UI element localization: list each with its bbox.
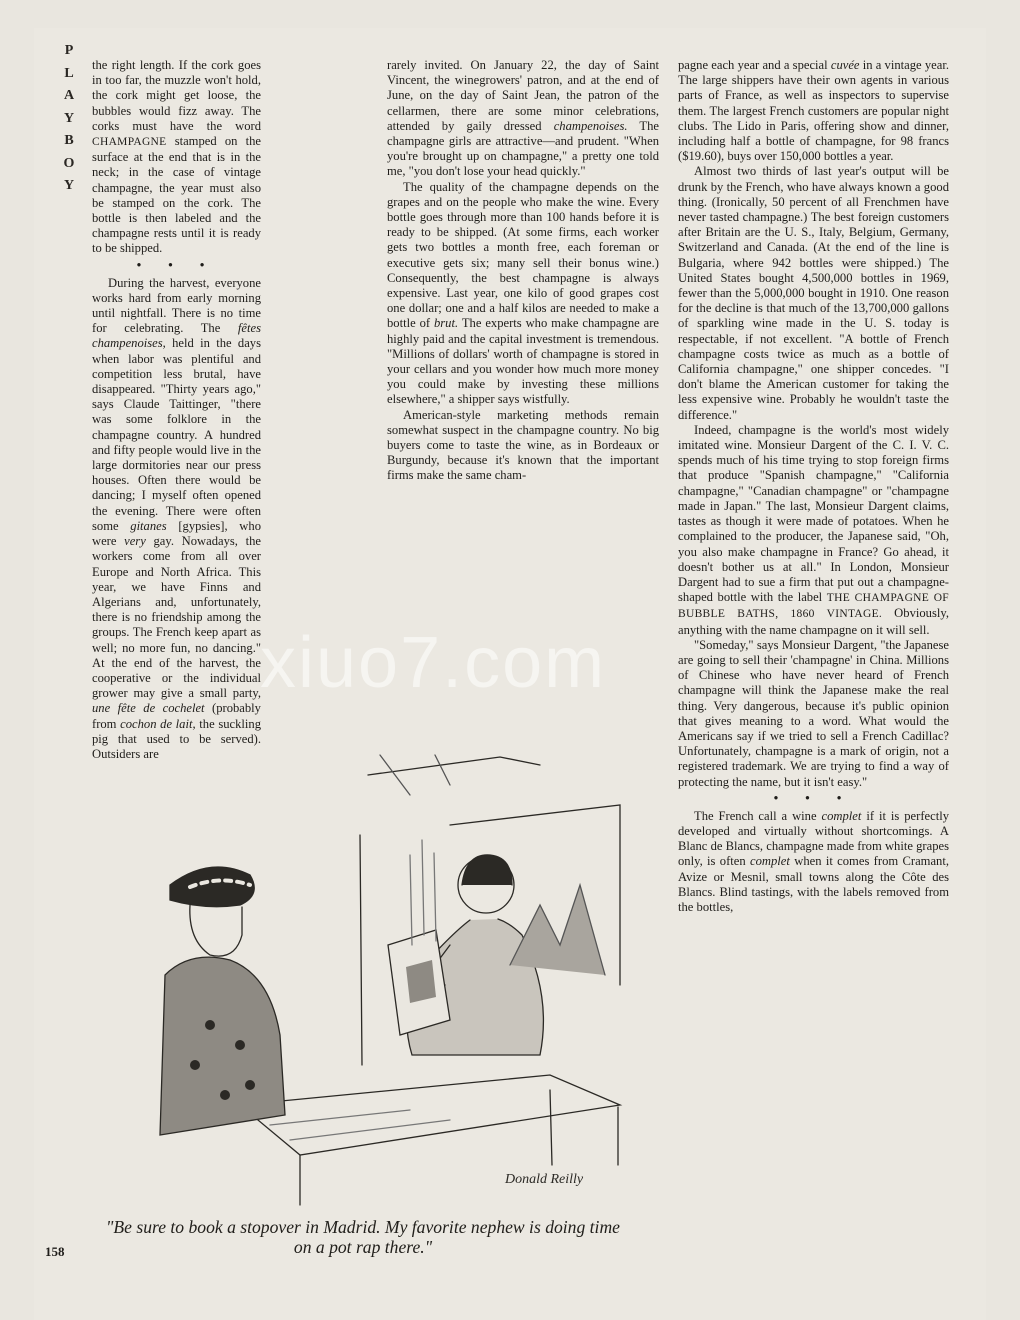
running-head-letter: Y <box>63 178 75 193</box>
paragraph: rarely invited. On January 22, the day of Saint Vincent, the winegrowers' patron, and at the end of June, on the day of Saint Jean, the patron of the cellarmen, there are some minor celebrations, attended by gaily dressed champenoises. The champagne girls are attractive—and prudent. "When you're brought up on champagne," a pretty one told me, "you don't lose your head quickly." <box>387 58 660 179</box>
running-head-letter: B <box>64 133 74 148</box>
section-break: • • • <box>773 790 854 805</box>
running-head-letter: Y <box>63 110 75 126</box>
paragraph: The quality of the champagne depends on the grapes and on the people who make the wine. Every bottle goes through more than 100 hands before it is ready to be shipped. (At some firms, each worker gets two bottles a month free, each foreman or executive gets six; many sell their bonus wine.) Consequently, the best champagne is always expensive. Last year, one kilo of good grapes cost one dollar; one and a half kilos are needed to make a bottle of brut. The experts who make champagne are highly paid and the capital investment is tremendous. "Millions of dollars' worth of champagne is stored in your cellars and you wonder how much more money you could make by investing these millions elsewhere," a shipper says wistfully. <box>387 179 659 407</box>
article-column-3 <box>678 58 949 915</box>
running-head <box>58 40 80 198</box>
paragraph: Indeed, champagne is the world's most widely imitated wine. Monsieur Dargent of the C. I. V. C. spends much of his time trying to stop foreign firms that produce "Spanish champagne," "California champagne," "Canadian champagne" or "champagne made in Japan." The last, Monsieur Dargent claims, tastes as though it were made of potatoes. When he complained to the producer, the Japanese said, "Oh, you also make champagne in France? Go ahead, it doesn't bother us at all." In London, Monsieur Dargent had to sue a firm that put out a champagne-shaped bottle with the label THE CHAMPAGNE OF BUBBLE BATHS, 1860 VINTAGE. Obviously, anything with the name champagne on it will sell. <box>678 422 949 637</box>
article-column-2 <box>387 58 659 484</box>
cartoon-illustration <box>150 735 640 1213</box>
paragraph: pagne each year and a special cuvée in a vintage year. The large shippers have their own agents in various parts of France, as well as inspectors to supervise them. The largest French customers are popular night clubs. The Lido in Paris, offering show and dinner, including half a bottle of champagne, for 98 francs ($19.60), buys over 150,000 bottles a year. <box>678 58 949 164</box>
cartoon-signature: Donald Reilly <box>505 1172 584 1187</box>
cartoon-caption: "Be sure to book a stopover in Madrid. My favorite nephew is doing time on a pot rap there." <box>106 1217 620 1257</box>
section-break: • • • <box>136 257 217 272</box>
article-column-1 <box>92 58 261 762</box>
running-head-letter: O <box>63 155 75 171</box>
page-number: 158 <box>45 1244 65 1259</box>
watermark: xiuo7.com <box>260 623 607 703</box>
running-head-letter: L <box>64 65 74 81</box>
running-head-letter: P <box>64 43 74 58</box>
paragraph: American-style marketing methods remain somewhat suspect in the champagne country. No big buyers come to taste the wine, as in Bordeaux or Burgundy, because it's known that the important firms make the same cham- <box>387 407 659 483</box>
running-head-letter: A <box>63 88 75 103</box>
paragraph: "Someday," says Monsieur Dargent, "the Japanese are going to sell their 'champagne' in China. Millions of Chinese who have never heard of French champagne will think the Japanese make the real thing. Very dangerous, because it's public opinion that gives meaning to a word. What would the Americans say if we tried to sell a French Cadillac? Unfortunately, champagne is a mark of origin, not a registered trademark. We are trying to find a way of protecting the name, but it isn't easy." <box>678 637 949 789</box>
paragraph: During the harvest, everyone works hard from early morning until nightfall. There is no time for celebrating. The fêtes champenoises, held in the days when labor was plentiful and competition less brutal, have disappeared. "Thirty years ago," says Claude Taittinger, "there was some folklore in the champagne country. A hundred and fifty people would live in the large dormitories near our press houses. Often there would be dancing; I myself often opened the evening. There were often some gitanes [gypsies], who were very gay. Nowadays, the workers come from all over Europe and North Africa. This year, we have Finns and Algerians and, unfortunately, there is no friendship among the groups. The French keep apart as well; no more fun, no dancing." At the end of the harvest, the cooperative or the individual grower may give a small party, une fête de cochelet (probably from cochon de lait, the suckling pig that used to be served). Outsiders are <box>92 275 262 761</box>
paragraph: Almost two thirds of last year's output will be drunk by the French, who have always known a good thing. (Ironically, 50 percent of all Frenchmen have never tasted champagne.) The best foreign customers after Britain are the U. S., Italy, Belgium, Germany, Switzerland and Canada. (At the end of the line is Bulgaria, where 942 bottles were shipped.) The United States bought 4,500,000 bottles in 1969, fewer than the 5,000,000 bought in 1910. One reason for the decline is that much of the 13,700,000 gallons of sparkling wine made in the U. S. today is respectable, if not excellent. "A bottle of French champagne costs twice as much as a bottle of California champagne," one shipper concedes. "I don't blame the American customer for taking the less expensive wine. Probably he wouldn't taste the difference." <box>678 164 949 422</box>
paragraph: The French call a wine complet if it is perfectly developed and virtually without shortcomings. A Blanc de Blancs, champagne made from white grapes only, is often complet when it comes from Cramant, Avize or Mesnil, small towns along the Côte des Blancs. Blind tastings, with the labels removed from the bottles, <box>678 808 950 914</box>
paragraph: the right length. If the cork goes in too far, the muzzle won't hold, the cork might get loose, the bubbles would fizz away. The corks must have the word CHAMPAGNE stamped on the surface at the end that is in the neck; in the case of vintage champagne, the year must also be stamped on the cork. The bottle is then labeled and the champagne rests until it is ready to be shipped. <box>92 58 261 256</box>
